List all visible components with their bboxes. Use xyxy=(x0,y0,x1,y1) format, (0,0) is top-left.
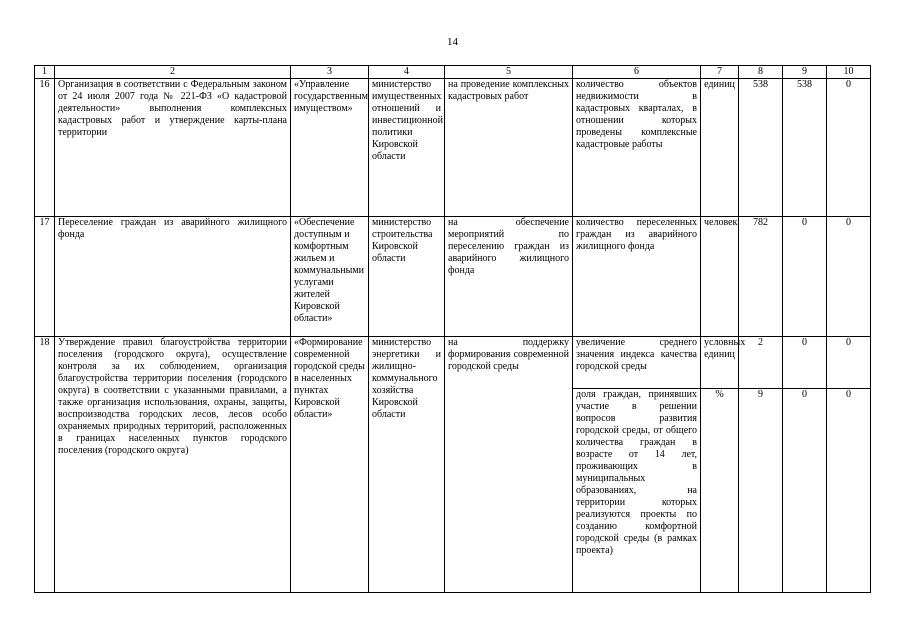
value-col9-cell: 0 xyxy=(783,389,827,593)
executor-cell: министерство энергетики и жилищно-коммунального хозяйства Кировской области xyxy=(369,337,445,593)
event-cell: Организация в соответствии с Федеральным законом от 24 июля 2007 года № 221-ФЗ «О кадастровой деятельности» выполнения комплексных кадастровых работ и утверждение карты-плана территории xyxy=(55,79,291,217)
table-row xyxy=(35,337,871,389)
value-col10-cell: 0 xyxy=(827,79,871,217)
purpose-cell: на проведение комплексных кадастровых работ xyxy=(445,79,573,217)
table-row xyxy=(35,217,871,337)
indicator-name-cell: количество объектов недвижимости в кадастровых кварталах, в отношении которых проведены комплексные кадастровые работы xyxy=(573,79,701,217)
value-col8-cell: 9 xyxy=(739,389,783,593)
value-col9-cell: 0 xyxy=(783,337,827,389)
header-cell: 5 xyxy=(445,66,573,79)
event-cell: Переселение граждан из аварийного жилищного фонда xyxy=(55,217,291,337)
unit-cell: человек xyxy=(701,217,739,337)
purpose-cell: на обеспечение мероприятий по переселению граждан из аварийного жилищного фонда xyxy=(445,217,573,337)
row-number: 16 xyxy=(35,79,55,217)
value-col9-cell: 538 xyxy=(783,79,827,217)
row-number: 17 xyxy=(35,217,55,337)
header-cell: 4 xyxy=(369,66,445,79)
program-cell: «Обеспечение доступным и комфортным жильем и коммунальными услугами жителей Кировской области» xyxy=(291,217,369,337)
program-cell: «Управление государственным имуществом» xyxy=(291,79,369,217)
table-row xyxy=(35,79,871,217)
executor-cell: министерство имущественных отношений и инвестиционной политики Кировской области xyxy=(369,79,445,217)
unit-cell: % xyxy=(701,389,739,593)
value-col8-cell: 538 xyxy=(739,79,783,217)
header-cell: 6 xyxy=(573,66,701,79)
value-col8-cell: 2 xyxy=(739,337,783,389)
value-col9-cell: 0 xyxy=(783,217,827,337)
value-col10-cell: 0 xyxy=(827,389,871,593)
indicator-name-cell: доля граждан, принявших участие в решении вопросов развития городской среды, от общего количества граждан в возрасте от 14 лет, проживающих в муниципальных образованиях, на территории которых реализуются проекты по созданию комфортной городской среды (в рамках проекта) xyxy=(573,389,701,593)
value-col8-cell: 782 xyxy=(739,217,783,337)
event-cell: Утверждение правил благоустройства территории поселения (городского округа), осуществление контроля за их соблюдением, организация благоустройства территории поселения (городского округа) в соответствии с указанными правилами, а также организация использования, охраны, защиты, воспроизводства городских лесов, лесов особо охраняемых природных территорий, расположенных в границах населенных пунктов городского поселения (городского округа) xyxy=(55,337,291,593)
unit-cell: условных единиц xyxy=(701,337,739,389)
value-col10-cell: 0 xyxy=(827,217,871,337)
value-col10-cell: 0 xyxy=(827,337,871,389)
column-number-header-row xyxy=(35,66,871,79)
header-cell: 3 xyxy=(291,66,369,79)
page-number: 14 xyxy=(447,36,458,48)
header-cell: 2 xyxy=(55,66,291,79)
row-number: 18 xyxy=(35,337,55,593)
purpose-cell: на поддержку формирования современной городской среды xyxy=(445,337,573,593)
header-cell: 7 xyxy=(701,66,739,79)
header-cell: 9 xyxy=(783,66,827,79)
activities-table xyxy=(34,65,871,593)
indicator-name-cell: количество переселенных граждан из аварийного жилищного фонда xyxy=(573,217,701,337)
header-cell: 8 xyxy=(739,66,783,79)
indicator-name-cell: увеличение среднего значения индекса качества городской среды xyxy=(573,337,701,389)
header-cell: 1 xyxy=(35,66,55,79)
unit-cell: единиц xyxy=(701,79,739,217)
header-cell: 10 xyxy=(827,66,871,79)
program-cell: «Формирование современной городской среды в населенных пунктах Кировской области» xyxy=(291,337,369,593)
executor-cell: министерство строительства Кировской области xyxy=(369,217,445,337)
